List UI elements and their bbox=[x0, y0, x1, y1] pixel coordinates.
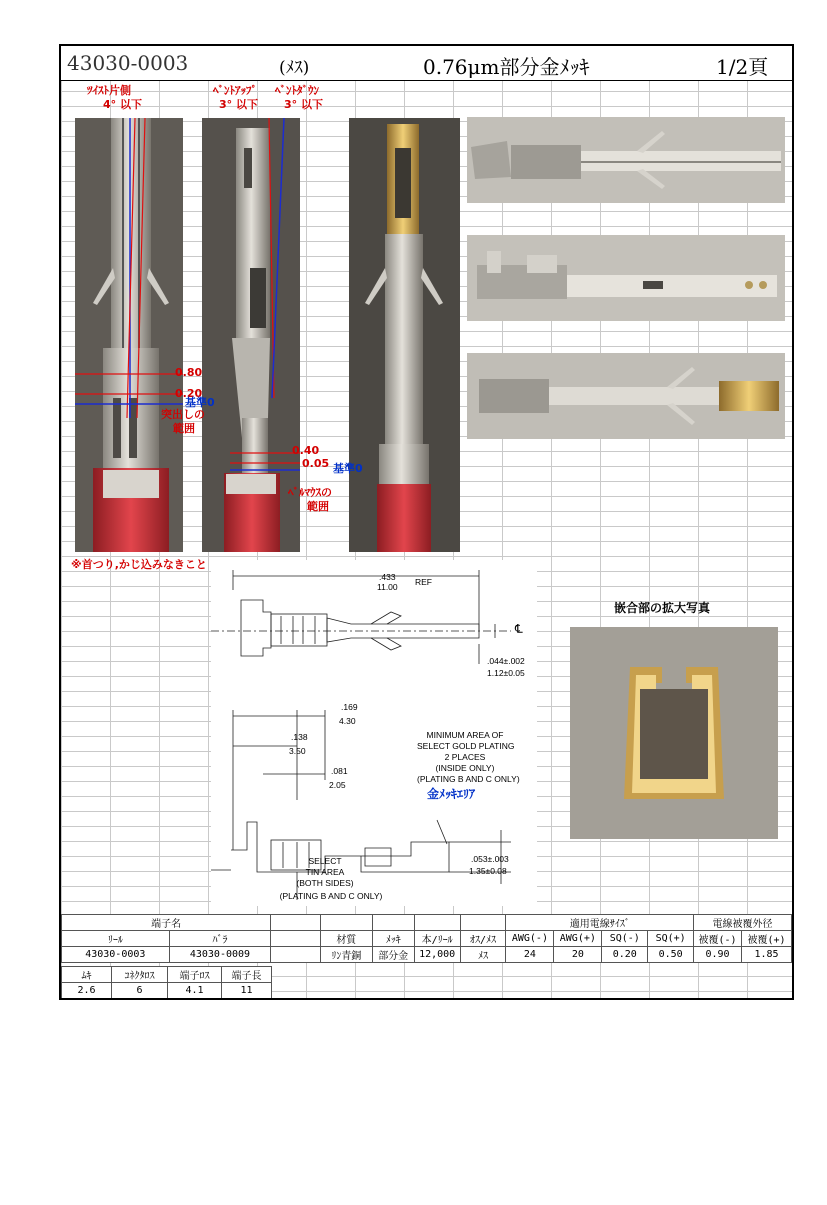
value-terminal-loss: 4.1 bbox=[168, 983, 222, 999]
protrusion-range-label: 突出しの bbox=[161, 408, 205, 421]
header-plating: ﾒｯｷ bbox=[372, 931, 414, 947]
dim-d2-mm: 3.50 bbox=[289, 746, 306, 756]
gold-note-5: (PLATING B AND C ONLY) bbox=[417, 774, 520, 784]
header-per-reel: 本/ﾘｰﾙ bbox=[414, 931, 460, 947]
mating-closeup-photo bbox=[570, 627, 778, 839]
header-muki: ﾑｷ bbox=[62, 967, 112, 983]
caution-note: ※首つり,かじ込みなきこと bbox=[71, 558, 207, 571]
loss-table bbox=[61, 966, 272, 999]
value-awg-min: 24 bbox=[506, 947, 554, 963]
bend-down-label: ﾍﾞﾝﾄﾀﾞｳﾝ bbox=[275, 84, 319, 97]
reference-zero-b: 基準0 bbox=[333, 462, 363, 475]
dim-d1-mm: 4.30 bbox=[339, 716, 356, 726]
header-reel: ﾘｰﾙ bbox=[62, 931, 170, 947]
value-insulation-max: 1.85 bbox=[742, 947, 792, 963]
bellmouth-range-label: ﾍﾞﾙﾏｳｽの bbox=[288, 486, 332, 499]
tin-note-3: (BOTH SIDES) bbox=[296, 878, 354, 888]
dim-height-mm: 1.12±0.05 bbox=[487, 668, 525, 678]
tin-note-4: (PLATING B AND C ONLY) bbox=[279, 891, 383, 901]
header-terminal-loss: 端子ﾛｽ bbox=[168, 967, 222, 983]
bend-down-limit: 3° 以下 bbox=[284, 98, 323, 111]
spec-table bbox=[61, 914, 792, 963]
value-sq-min: 0.20 bbox=[602, 947, 648, 963]
dim-thickness-mm: 1.35±0.08 bbox=[469, 866, 507, 876]
value-muki: 2.6 bbox=[62, 983, 112, 999]
value-connector-loss: 6 bbox=[112, 983, 168, 999]
twist-limit: 4° 以下 bbox=[103, 98, 142, 111]
value-material: ﾘﾝ青銅 bbox=[320, 947, 372, 963]
terminal-photo-side-3 bbox=[467, 353, 785, 439]
dim-d2-in: .138 bbox=[291, 732, 308, 742]
reference-zero-a: 基準0 bbox=[185, 396, 215, 409]
value-gender: ﾒｽ bbox=[460, 947, 506, 963]
dim-d3-in: .081 bbox=[331, 766, 348, 776]
tin-note-2: TIN AREA bbox=[305, 867, 345, 877]
header-connector-loss: ｺﾈｸﾀﾛｽ bbox=[112, 967, 168, 983]
dim-d3-mm: 2.05 bbox=[329, 780, 346, 790]
bellmouth-range-label-2: 範囲 bbox=[307, 500, 329, 513]
header-terminal-name: 端子名 bbox=[62, 915, 271, 931]
terminal-photo-front bbox=[349, 118, 460, 552]
value-loose: 43030-0009 bbox=[169, 947, 271, 963]
header-sq-max: SQ(+) bbox=[648, 931, 694, 947]
value-reel: 43030-0003 bbox=[62, 947, 170, 963]
dim-d1-in: .169 bbox=[341, 702, 358, 712]
tin-note-1: SELECT bbox=[308, 856, 342, 866]
dim-length-mm: 11.00 bbox=[377, 582, 398, 592]
technical-drawing bbox=[211, 560, 537, 906]
protrusion-range-label-2: 範囲 bbox=[173, 422, 195, 435]
dim-005: 0.05 bbox=[302, 457, 330, 470]
dim-080: 0.80 bbox=[175, 366, 203, 379]
terminal-photo-bend bbox=[202, 118, 300, 552]
header-insulation-min: 被覆(-) bbox=[694, 931, 742, 947]
header-insulation-od: 電線被覆外径 bbox=[694, 915, 792, 931]
centerline-symbol: ℄ bbox=[515, 622, 523, 636]
header-loose: ﾊﾞﾗ bbox=[169, 931, 271, 947]
value-sq-max: 0.50 bbox=[648, 947, 694, 963]
dim-040: 0.40 bbox=[292, 444, 320, 457]
bottom-rule bbox=[61, 998, 792, 999]
plating-title: 0.76μm部分金ﾒｯｷ bbox=[423, 55, 590, 79]
value-awg-max: 20 bbox=[554, 947, 602, 963]
terminal-type: (ﾒｽ) bbox=[279, 58, 310, 78]
twist-label: ﾂｲｽﾄ片側 bbox=[87, 84, 131, 97]
page-number: 1/2頁 bbox=[716, 55, 769, 79]
gold-note-3: 2 PLACES bbox=[444, 752, 486, 762]
header-insulation-max: 被覆(+) bbox=[742, 931, 792, 947]
value-terminal-length: 11 bbox=[222, 983, 272, 999]
part-number: 43030-0003 bbox=[67, 51, 189, 75]
header-awg-min: AWG(-) bbox=[506, 931, 554, 947]
dim-thickness-in: .053±.003 bbox=[471, 854, 509, 864]
terminal-photo-side-1 bbox=[467, 117, 785, 203]
gold-note-2: SELECT GOLD PLATING bbox=[417, 741, 515, 751]
header-applicable-wire: 適用電線ｻｲｽﾞ bbox=[506, 915, 694, 931]
spec-sheet bbox=[59, 44, 794, 1000]
closeup-title: 嵌合部の拡大写真 bbox=[614, 601, 711, 615]
gold-area-label: 金ﾒｯｷｴﾘｱ bbox=[427, 787, 476, 801]
dim-height-in: .044±.002 bbox=[487, 656, 525, 666]
header-terminal-length: 端子長 bbox=[222, 967, 272, 983]
gold-note-4: (INSIDE ONLY) bbox=[435, 763, 495, 773]
value-per-reel: 12,000 bbox=[414, 947, 460, 963]
header-sq-min: SQ(-) bbox=[602, 931, 648, 947]
ref-label: REF bbox=[415, 577, 432, 587]
gold-note-1: MINIMUM AREA OF bbox=[426, 730, 504, 740]
dim-length-in: .433 bbox=[379, 572, 396, 582]
bend-up-limit: 3° 以下 bbox=[219, 98, 258, 111]
header-awg-max: AWG(+) bbox=[554, 931, 602, 947]
header-gender: ｵｽ/ﾒｽ bbox=[460, 931, 506, 947]
terminal-photo-side-2 bbox=[467, 235, 785, 321]
terminal-photo-twist bbox=[75, 118, 183, 552]
sheet-header bbox=[61, 46, 792, 81]
dim-020: 0.20 bbox=[175, 387, 203, 400]
header-material: 材質 bbox=[320, 931, 372, 947]
value-plating: 部分金 bbox=[372, 947, 414, 963]
value-insulation-min: 0.90 bbox=[694, 947, 742, 963]
bend-up-label: ﾍﾞﾝﾄｱｯﾌﾟ bbox=[213, 84, 257, 97]
